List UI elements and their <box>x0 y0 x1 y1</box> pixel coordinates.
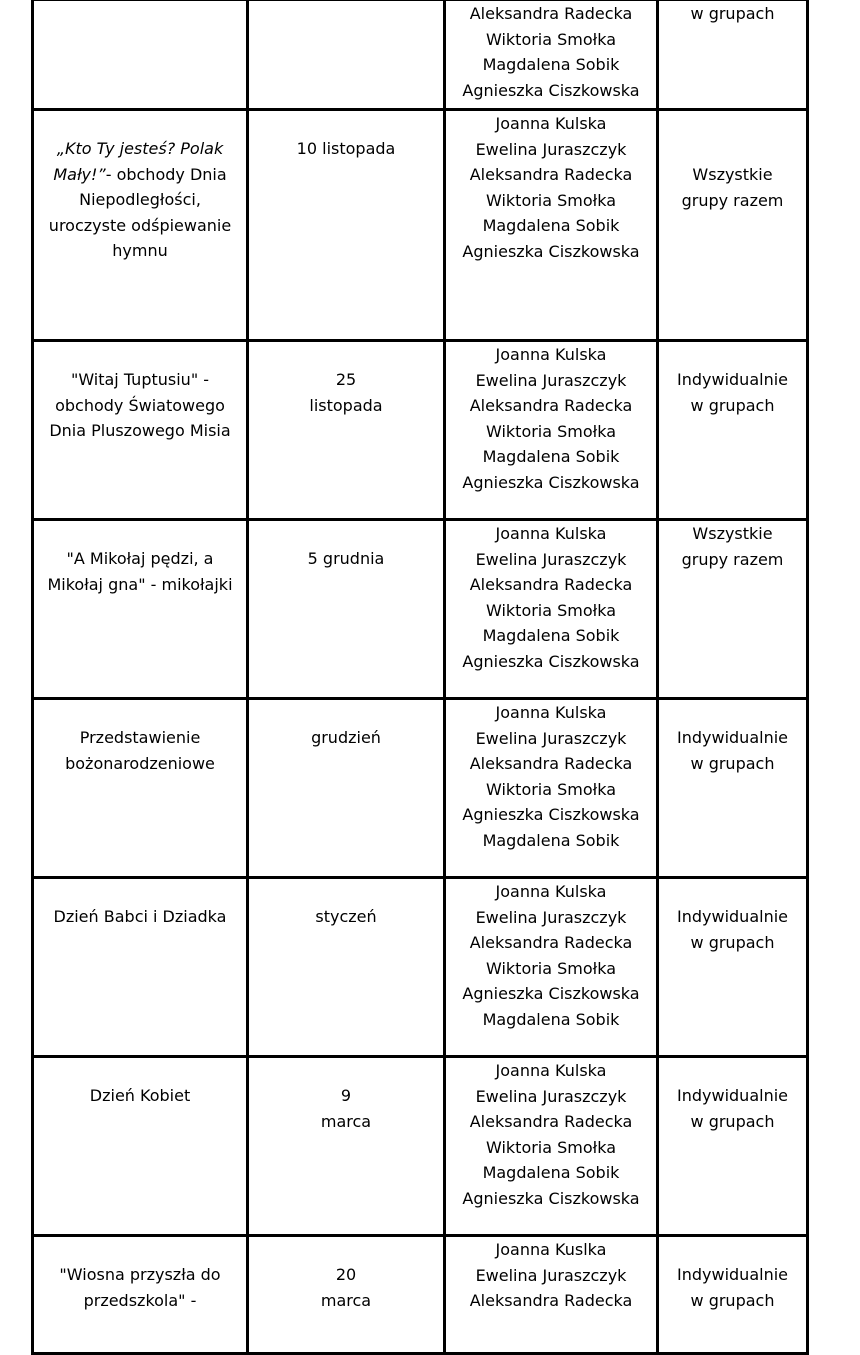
teacher-name: Joanna Kulska <box>495 1061 607 1080</box>
event-cell <box>33 110 248 341</box>
teacher-name: Wiktoria Smołka <box>485 779 617 799</box>
teacher-name: Magdalena Sobik <box>482 447 620 467</box>
date-cell <box>248 0 445 110</box>
date-cell <box>248 341 445 520</box>
table-row <box>33 878 808 1057</box>
event-title: uroczyste odśpiewanie <box>48 215 232 235</box>
form-cell <box>658 110 808 341</box>
teachers-cell <box>445 878 658 1057</box>
form-cell <box>658 1057 808 1236</box>
teacher-name: Joanna Kulska <box>495 882 607 901</box>
event-title: - obchody Dnia <box>105 164 227 184</box>
event-cell <box>33 699 248 878</box>
teacher-name: Joanna Kulska <box>495 345 607 364</box>
events-schedule-table <box>31 0 809 1355</box>
form-text: w grupach <box>690 1290 775 1310</box>
event-title: "Wiosna przyszła do <box>59 1265 221 1284</box>
event-title: obchody Światowego <box>55 395 225 415</box>
form-text: grupy razem <box>681 190 784 210</box>
teacher-name: Agnieszka Ciszkowska <box>462 1188 640 1208</box>
teacher-name: Aleksandra Radecka <box>469 754 633 774</box>
date-cell <box>248 878 445 1057</box>
teachers-cell <box>445 110 658 341</box>
event-cell <box>33 878 248 1057</box>
event-cell <box>33 1057 248 1236</box>
date-text: marca <box>320 1111 372 1131</box>
event-cell <box>33 520 248 699</box>
event-title: przedszkola" - <box>83 1290 197 1310</box>
date-text: 10 listopada <box>296 139 396 158</box>
date-text: 20 <box>335 1265 357 1284</box>
table-row <box>33 110 808 341</box>
date-cell <box>248 110 445 341</box>
teacher-name: Wiktoria Smołka <box>485 1137 617 1157</box>
event-title-italic: „Kto Ty jesteś? Polak <box>56 139 224 158</box>
teacher-name: Magdalena Sobik <box>482 1163 620 1183</box>
teacher-name: Aleksandra Radecka <box>469 4 633 23</box>
form-cell <box>658 520 808 699</box>
teachers-cell <box>445 699 658 878</box>
form-text: Indywidualnie <box>677 1265 788 1284</box>
teacher-name: Agnieszka Ciszkowska <box>462 472 640 492</box>
event-cell <box>33 0 248 110</box>
teacher-name: Aleksandra Radecka <box>469 933 633 953</box>
event-title-italic: Mały!” <box>53 164 106 184</box>
teacher-name: Wiktoria Smołka <box>485 190 617 210</box>
teacher-name: Magdalena Sobik <box>482 830 620 850</box>
event-cell <box>33 1236 248 1354</box>
teacher-name: Agnieszka Ciszkowska <box>462 651 640 671</box>
teachers-cell <box>445 0 658 110</box>
teacher-name: Agnieszka Ciszkowska <box>462 241 640 261</box>
teacher-name: Ewelina Juraszczyk <box>475 139 627 159</box>
event-title: Dnia Pluszowego Misia <box>49 421 231 441</box>
event-title: Przedstawienie <box>79 728 201 747</box>
form-cell <box>658 0 808 110</box>
date-cell <box>248 1057 445 1236</box>
teacher-name: Agnieszka Ciszkowska <box>462 984 640 1004</box>
event-title: Mikołaj gna" - mikołajki <box>47 574 233 594</box>
event-title: Dzień Babci i Dziadka <box>53 907 227 926</box>
teacher-name: Wiktoria Smołka <box>485 421 617 441</box>
teacher-name: Magdalena Sobik <box>482 626 620 646</box>
date-cell <box>248 699 445 878</box>
form-text: Indywidualnie <box>677 907 788 926</box>
event-title: Niepodległości, <box>79 190 201 210</box>
teacher-name: Ewelina Juraszczyk <box>475 728 627 748</box>
date-text: 5 grudnia <box>307 549 385 568</box>
teachers-cell <box>445 1236 658 1354</box>
event-title: "A Mikołaj pędzi, a <box>66 549 214 568</box>
teacher-name: Joanna Kulska <box>495 703 607 722</box>
table-row <box>33 520 808 699</box>
teacher-name: Aleksandra Radecka <box>469 575 633 595</box>
event-title: Dzień Kobiet <box>89 1086 191 1105</box>
form-text: w grupach <box>690 1111 775 1131</box>
table-row <box>33 699 808 878</box>
date-text: styczeń <box>315 907 377 926</box>
teacher-name: Ewelina Juraszczyk <box>475 1086 627 1106</box>
teacher-name: Magdalena Sobik <box>482 55 620 75</box>
teacher-name: Ewelina Juraszczyk <box>475 370 627 390</box>
table-row <box>33 1236 808 1354</box>
teacher-name: Agnieszka Ciszkowska <box>462 80 640 100</box>
teacher-name: Ewelina Juraszczyk <box>475 549 627 569</box>
teacher-name: Aleksandra Radecka <box>469 165 633 185</box>
event-cell <box>33 341 248 520</box>
table-row <box>33 1057 808 1236</box>
teacher-name: Ewelina Juraszczyk <box>475 1265 627 1285</box>
form-text: w grupach <box>690 4 775 23</box>
date-text: 9 <box>340 1086 352 1105</box>
form-text: Indywidualnie <box>677 1086 788 1105</box>
date-cell <box>248 1236 445 1354</box>
form-cell <box>658 1236 808 1354</box>
form-text: Indywidualnie <box>677 370 788 389</box>
teacher-name: Aleksandra Radecka <box>469 1112 633 1132</box>
teachers-cell <box>445 1057 658 1236</box>
teacher-name: Agnieszka Ciszkowska <box>462 805 640 825</box>
teacher-name: Aleksandra Radecka <box>469 1291 633 1311</box>
teacher-name: Magdalena Sobik <box>482 1009 620 1029</box>
form-cell <box>658 878 808 1057</box>
table-row <box>33 0 808 110</box>
teacher-name: Aleksandra Radecka <box>469 396 633 416</box>
teacher-name: Wiktoria Smołka <box>485 958 617 978</box>
form-cell <box>658 699 808 878</box>
date-text: 25 <box>335 370 357 389</box>
table-row <box>33 341 808 520</box>
form-text: Wszystkie <box>692 165 773 184</box>
form-text: w grupach <box>690 932 775 952</box>
teacher-name: Joanna Kulska <box>495 114 607 133</box>
event-title: "Witaj Tuptusiu" - <box>70 370 210 389</box>
form-text: w grupach <box>690 395 775 415</box>
teacher-name: Wiktoria Smołka <box>485 29 617 49</box>
form-text: Indywidualnie <box>677 728 788 747</box>
teachers-cell <box>445 341 658 520</box>
date-text: marca <box>320 1290 372 1310</box>
event-title: hymnu <box>112 241 168 261</box>
teachers-cell <box>445 520 658 699</box>
date-cell <box>248 520 445 699</box>
form-text: grupy razem <box>681 549 784 569</box>
teacher-name: Ewelina Juraszczyk <box>475 907 627 927</box>
form-text: Wszystkie <box>692 524 773 543</box>
teacher-name: Magdalena Sobik <box>482 216 620 236</box>
teacher-name: Joanna Kuslka <box>495 1240 607 1259</box>
form-cell <box>658 341 808 520</box>
date-text: listopada <box>309 395 383 415</box>
form-text: w grupach <box>690 753 775 773</box>
date-text: grudzień <box>311 728 381 747</box>
teacher-name: Joanna Kulska <box>495 524 607 543</box>
event-title: bożonarodzeniowe <box>65 753 215 773</box>
teacher-name: Wiktoria Smołka <box>485 600 617 620</box>
